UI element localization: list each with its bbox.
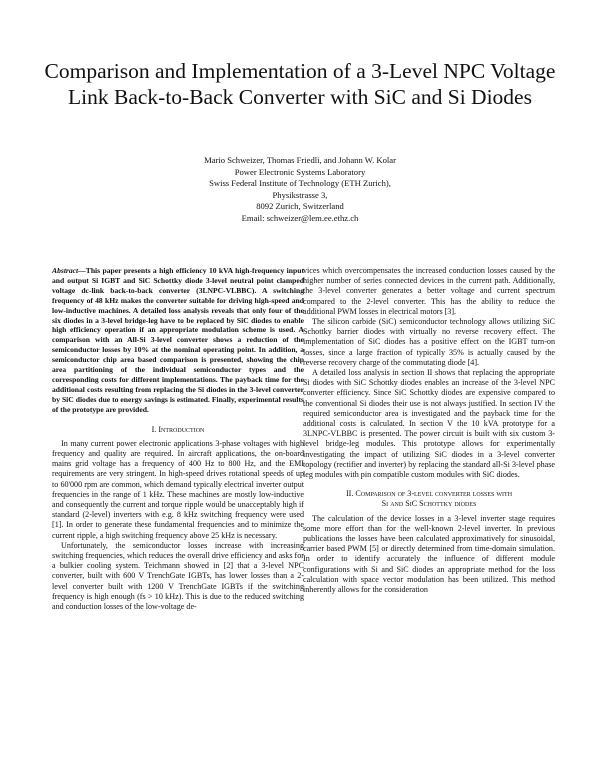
section-heading-line: Si and SiC Schottky diodes [381,499,477,509]
left-column [52,266,304,612]
body-paragraph: The calculation of the device losses in a 3-level inverter stage requires some more effort than for the well-known 2-level inverter. In previous publications the losses have been calculated approximatively for sinusoidal, carrier based PWM [5] or directly determined from time-domain simulation. In order to identify accurately the influence of different module configurations with Si and SiC diodes an appropriate method for the loss calculation with space vector modulation has been utilized. This method inherently allows for the consideration [303,513,555,595]
paper-title: Comparison and Implementation of a 3-Level NPC Voltage Link Back-to-Back Converter with SiC and Si Diodes [44,59,556,109]
affiliation-line: Physikstrasse 3, [272,189,328,200]
body-paragraph: In many current power electronic applications 3-phase voltages with high frequency and quality are required. In aircraft applications, the on-board mains grid voltage has a frequency of 400 Hz to 800 Hz, and the EMI requirements are very stringent. In high-speed drives rotational speeds of up to 60'000 rpm are common, which demand typically electrical inverter output frequencies in the range of 1 kHz. These machines are mostly low-inductive and consequently the current and torque ripple would be unacceptably high if standard (2-level) inverters with e.g. 8 kHz switching frequency were used [1]. In order to generate these fundamental frequencies and to minimize the current ripple, a high switching frequency above 25 kHz is necessary. [52,438,304,540]
body-paragraph: The silicon carbide (SiC) semiconductor technology allows utilizing SiC Schottky barrier diodes with virtually no reverse recovery effect. The implementation of SiC diodes has a positive effect on the IGBT turn-on losses, since a large fraction of typically 35% is actually caused by the reverse recovery charge of the commutating diode [4]. [303,317,555,367]
body-paragraph: A detailed loss analysis in section II shows that replacing the appropriate Si diodes with SiC Schottky diodes enables an increase of the 3-level NPC converter efficiency. Since SiC Schottky diodes are expensive compared to the conventional Si diodes their use is not always justified. In section IV the required semiconductor area is investigated and the payback time for the additional costs is calculated. In section V the 10 kVA prototype for a 3LNPC-VLBBC is presented. The power circuit is built with six custom 3-level bridge-leg modules. This prototype allows for experimentally investigating the impact of utilizing SiC diodes in a 3-level converter topology (rectifier and inverter) by replacing the standard all-Si 3-level phase leg modules with pin compatible custom modules with SiC diodes. [303,368,555,480]
section-heading-introduction: I. Introduction [151,424,205,434]
right-column [303,266,555,595]
affiliation-line: Power Electronic Systems Laboratory [234,166,366,177]
author-block [100,155,500,224]
author-email: Email: schweizer@lem.ee.ethz.ch [241,212,359,223]
abstract-text: —This paper presents a high efficiency 10 kVA high-frequency input and output Si IGBT and SiC Schottky diode 3-level neutral point clamped voltage dc-link back-to-back converter (3LNPC-VLBBC). A switching frequency of 48 kHz makes the converter suitable for driving high-speed and low-inductive machines. A detailed loss analysis reveals that only four of the six diodes in a 3-level bridge-leg have to be replaced by SiC diodes to enable high efficiency operation if an appropriate modulation scheme is used. A comparison with an All-Si 3-level converter shows a reduction of the semiconductor losses by 10% at the nominal operating point. In addition, a semiconductor chip area based comparison is presented, showing the chip area partitioning of the individual semiconductor types and the corresponding costs for different implementations. The payback time for the additional costs resulting from replacing the Si diodes in the 3-level converter by SiC diodes due to energy savings is estimated. Finally, experimental results of the prototype are provided. [52,266,304,414]
author-names: Mario Schweizer, Thomas Friedli, and Johann W. Kolar [204,155,396,165]
abstract-label: Abstract [52,266,79,275]
affiliation-line: Swiss Federal Institute of Technology (ETH Zurich), [209,178,391,188]
section-heading-line: II. Comparison of 3-level converter losses with [345,489,513,499]
body-paragraph: vices which overcompensates the increased conduction losses caused by the higher number of series connected devices in the current path. Additionally, the 3-level converter generates a better voltage and current spectrum compared to the 2-level converter. This has the ability to reduce the additional PWM losses in electrical motors [3]. [303,266,555,316]
abstract [52,266,304,415]
section-heading-comparison [303,489,555,509]
affiliation-line: 8092 Zurich, Switzerland [256,201,344,211]
body-paragraph: Unfortunately, the semiconductor losses increase with increasing switching frequencies, which reduces the overall drive efficiency and asks for a bulkier cooling system. Teichmann showed in [2] that a 3-level NPC converter, built with 600 V TrenchGate IGBTs, has lower losses than a 2-level converter built with 1200 V TrenchGate IGBTs if the switching frequency is high enough (fs > 10 kHz). This is due to the reduced switching and conduction losses of the low-voltage de- [52,540,304,612]
